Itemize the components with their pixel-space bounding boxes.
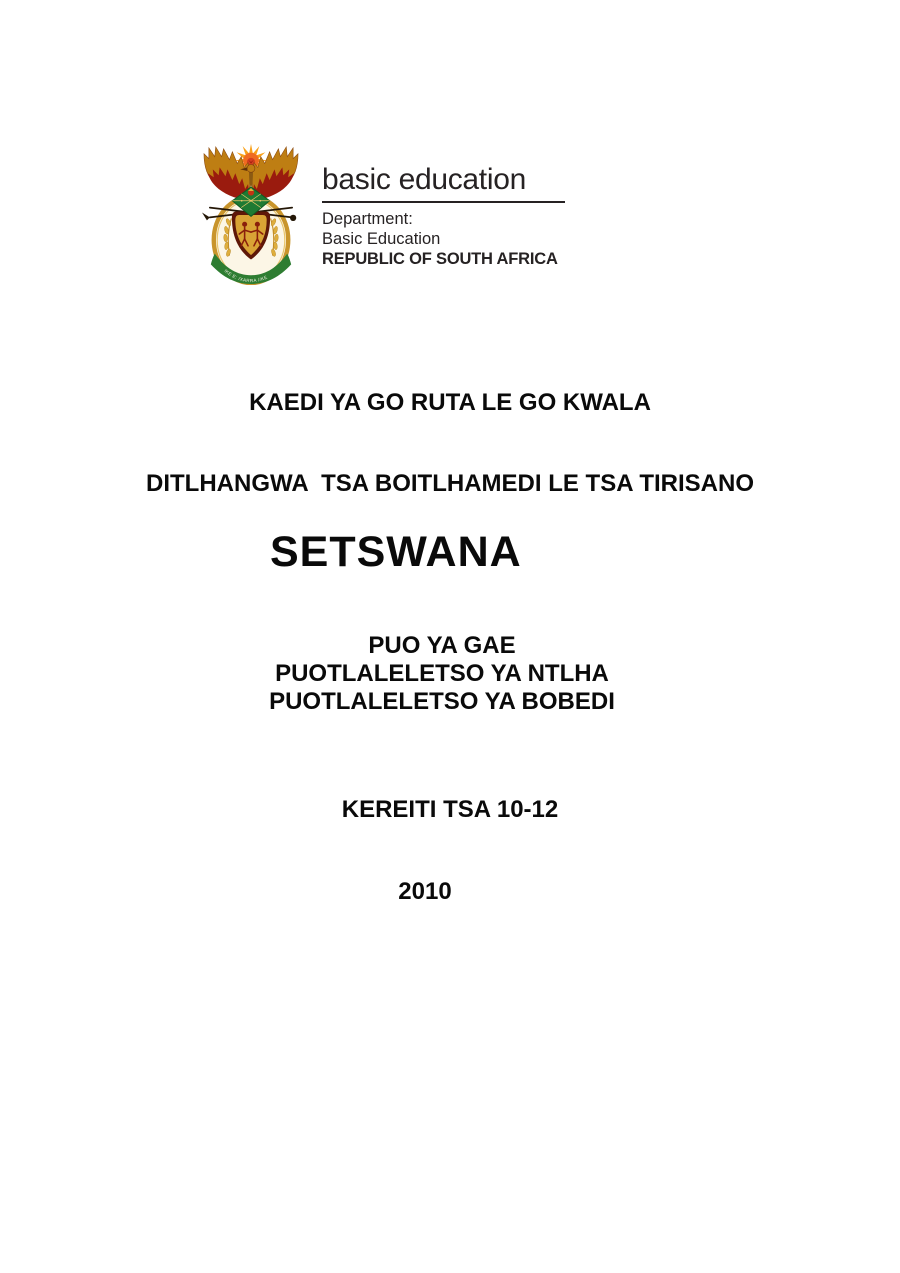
level-home-language: PUO YA GAE: [368, 632, 516, 659]
grade-line: KEREITI TSA 10-12: [341, 796, 559, 823]
country-name: REPUBLIC OF SOUTH AFRICA: [322, 250, 558, 268]
language-levels: [0, 632, 892, 716]
department-block: [322, 209, 558, 269]
document-heading: [0, 335, 900, 551]
department-name: Basic Education: [322, 230, 441, 248]
department-label: Department:: [322, 210, 413, 228]
heading-line-1: KAEDI YA GO RUTA LE GO KWALA: [249, 389, 651, 416]
year: 2010: [398, 878, 452, 905]
coat-of-arms-icon: [200, 140, 302, 285]
level-second-additional: PUOTLALELETSO YA BOBEDI: [269, 688, 615, 715]
subject-title: SETSWANA: [270, 528, 522, 576]
level-first-additional: PUOTLALELETSO YA NTLHA: [275, 660, 609, 687]
brand-wordmark: basic education: [322, 163, 526, 196]
motto-text: !KE E: /XARRA //KE: [223, 268, 269, 284]
brand-divider: [322, 201, 565, 203]
heading-line-2: DITLHANGWA TSA BOITLHAMEDI LE TSA TIRISANO: [146, 470, 754, 497]
